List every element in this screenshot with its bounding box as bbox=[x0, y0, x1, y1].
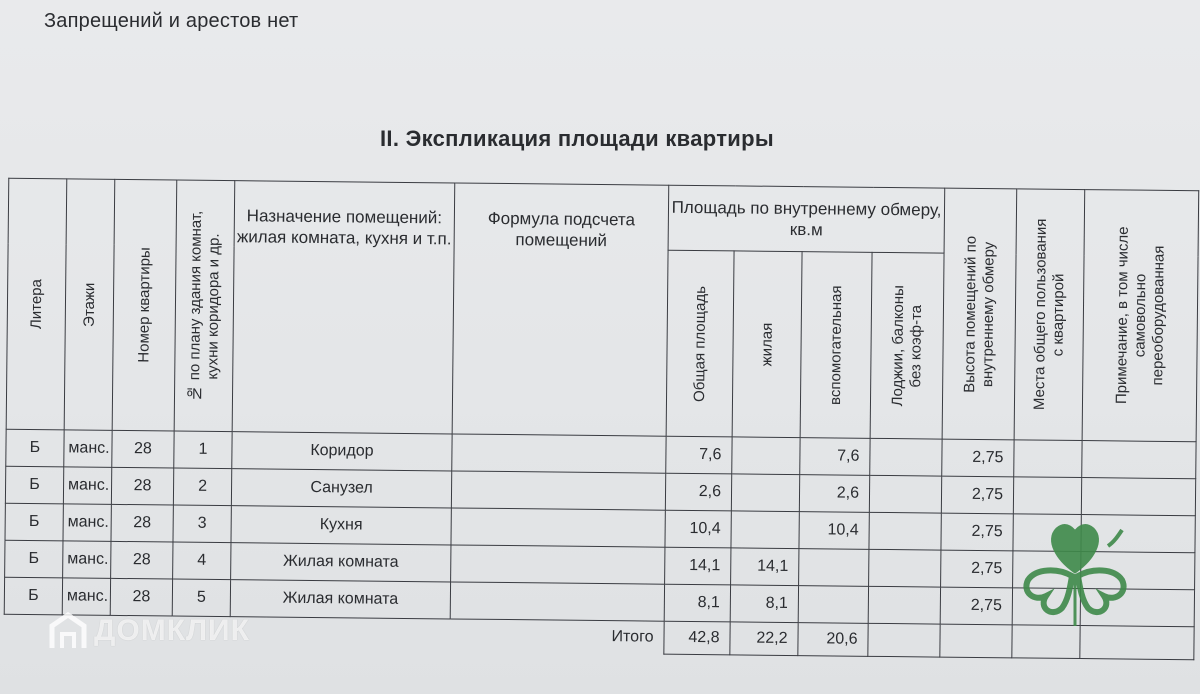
document-title: II. Экспликация площади квартиры bbox=[380, 126, 774, 151]
col-remark: Примечание, в том числе самовольно переоборудованная bbox=[1082, 190, 1199, 442]
cell-plan-number: 5 bbox=[172, 579, 230, 617]
cell-plan-number: 1 bbox=[174, 431, 232, 469]
cell-living-area bbox=[731, 474, 799, 512]
cell-living-area: 14,1 bbox=[731, 548, 799, 586]
col-purpose: Назначение помещений: жилая комната, кухня и т.п. bbox=[232, 181, 455, 434]
cell-height: 2,75 bbox=[941, 513, 1013, 551]
cell-living-area: 8,1 bbox=[730, 585, 798, 623]
cell-remark bbox=[1082, 441, 1196, 479]
cell-living-area bbox=[732, 437, 800, 475]
cell-common bbox=[1013, 477, 1081, 515]
col-formula: Формула подсчета помещений bbox=[452, 183, 669, 436]
cell-formula bbox=[451, 508, 665, 547]
col-height: Высота помещений по внутреннему обмеру bbox=[942, 188, 1017, 440]
cell-floor: манс. bbox=[64, 430, 112, 468]
col-plan-number: № по плану здания комнат, кухни коридора и др. bbox=[174, 180, 235, 432]
cell-aux-area: 2,6 bbox=[799, 475, 869, 513]
cell-height: 2,75 bbox=[941, 550, 1013, 588]
cell-aux-area: 10,4 bbox=[799, 512, 869, 550]
clover-stamp-icon bbox=[1018, 518, 1133, 628]
cell-litera: Б bbox=[6, 429, 64, 467]
cell-formula bbox=[450, 582, 664, 621]
watermark-text: ДОМКЛИК bbox=[94, 614, 250, 647]
cell-plan-number: 2 bbox=[173, 468, 231, 506]
document-note: Запрещений и арестов нет bbox=[44, 10, 299, 32]
cell-room-name: Жилая комната bbox=[231, 543, 451, 582]
cell-litera: Б bbox=[4, 577, 62, 615]
cell-remark bbox=[1081, 478, 1195, 516]
totals-empty-cell bbox=[1080, 626, 1194, 660]
cell-living-sum: 22,2 bbox=[730, 622, 798, 656]
col-common-areas: Места общего пользования с квартирой bbox=[1014, 189, 1085, 441]
cell-aux-sum: 20,6 bbox=[798, 623, 868, 657]
cell-apartment: 28 bbox=[111, 504, 173, 542]
cell-room-name: Жилая комната bbox=[230, 580, 450, 619]
col-area-group: Площадь по внутреннему обмеру, кв.м bbox=[668, 185, 945, 253]
totals-empty-cell bbox=[868, 623, 940, 657]
domclick-logo-icon bbox=[48, 612, 88, 650]
cell-total-area: 2,6 bbox=[665, 473, 731, 511]
domclick-watermark bbox=[48, 612, 250, 650]
col-living-area: жилая bbox=[732, 251, 802, 438]
cell-loggia bbox=[870, 438, 942, 476]
cell-aux-area: 7,6 bbox=[800, 438, 870, 476]
cell-aux-area bbox=[798, 586, 868, 624]
cell-apartment: 28 bbox=[110, 578, 172, 616]
cell-total-area: 10,4 bbox=[665, 510, 731, 548]
cell-apartment: 28 bbox=[111, 541, 173, 579]
cell-loggia bbox=[868, 586, 940, 624]
totals-empty-cell bbox=[940, 624, 1012, 658]
cell-floor: манс. bbox=[63, 467, 111, 505]
col-apartment-number: Номер квартиры bbox=[112, 179, 177, 431]
cell-formula bbox=[451, 471, 665, 510]
header-row-top bbox=[8, 178, 1199, 255]
cell-total-area: 8,1 bbox=[664, 584, 730, 622]
col-aux-area: вспомогательная bbox=[800, 252, 872, 439]
totals-label: Итого bbox=[611, 628, 654, 646]
cell-floor: манс. bbox=[63, 541, 111, 579]
cell-room-name: Коридор bbox=[232, 432, 452, 471]
cell-floor: манс. bbox=[63, 504, 111, 542]
cell-litera: Б bbox=[5, 503, 63, 541]
cell-loggia bbox=[869, 475, 941, 513]
cell-apartment: 28 bbox=[111, 467, 173, 505]
cell-living-area bbox=[731, 511, 799, 549]
cell-height: 2,75 bbox=[942, 439, 1014, 477]
cell-room-name: Санузел bbox=[231, 469, 451, 508]
col-total-area: Общая площадь bbox=[666, 250, 734, 437]
cell-apartment: 28 bbox=[112, 430, 174, 468]
cell-aux-area bbox=[799, 549, 869, 587]
cell-height: 2,75 bbox=[941, 476, 1013, 514]
cell-formula bbox=[452, 434, 666, 473]
cell-floor: манс. bbox=[62, 578, 110, 616]
cell-litera: Б bbox=[5, 466, 63, 504]
cell-plan-number: 3 bbox=[173, 505, 231, 543]
col-loggia: Лоджии, балконы без коэф-та bbox=[870, 252, 944, 439]
col-floor: Этажи bbox=[64, 179, 115, 430]
cell-total-area: 7,6 bbox=[666, 436, 732, 474]
cell-common bbox=[1014, 440, 1082, 478]
cell-room-name: Кухня bbox=[231, 506, 451, 545]
cell-total-sum: 42,8 bbox=[664, 621, 730, 655]
cell-loggia bbox=[869, 549, 941, 587]
cell-plan-number: 4 bbox=[173, 542, 231, 580]
cell-height: 2,75 bbox=[940, 587, 1012, 625]
cell-loggia bbox=[869, 512, 941, 550]
totals-empty-cell bbox=[1012, 625, 1080, 659]
col-litera: Литера bbox=[6, 178, 67, 430]
cell-formula bbox=[451, 545, 665, 584]
cell-total-area: 14,1 bbox=[665, 547, 731, 585]
cell-litera: Б bbox=[5, 540, 63, 578]
